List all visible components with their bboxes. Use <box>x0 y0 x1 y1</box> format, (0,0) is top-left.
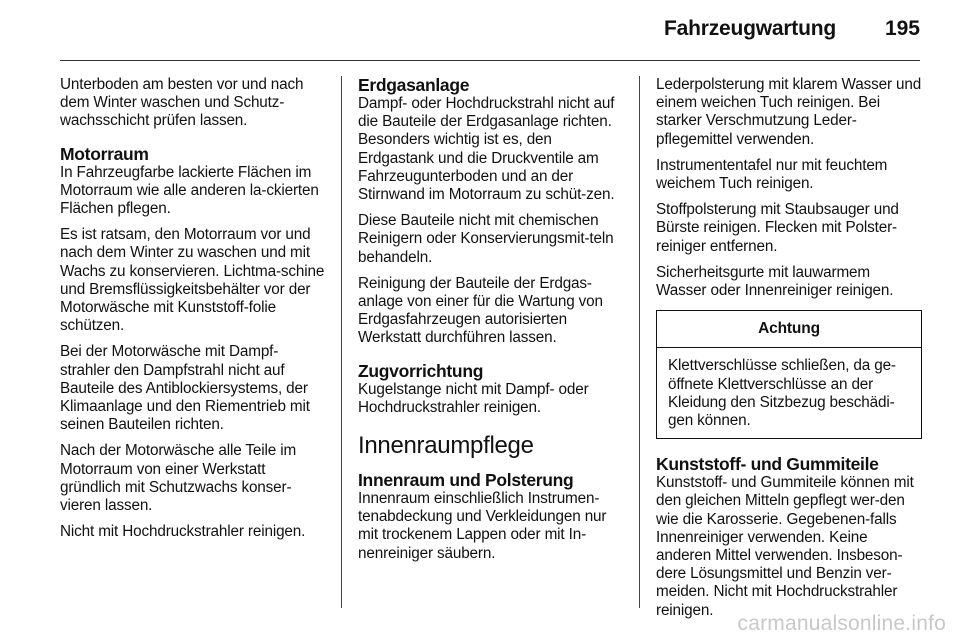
heading-motorraum: Motorraum <box>60 143 149 164</box>
notice-title: Achtung <box>657 311 921 348</box>
paragraph-motorraum-1: In Fahrzeugfarbe lackierte Flächen im Motorraum wie alle anderen la-ckierten Flächen pflegen. <box>60 163 319 218</box>
page-number: 195 <box>884 17 920 40</box>
column-1 <box>60 76 326 549</box>
heading-erdgasanlage: Erdgasanlage <box>358 75 470 95</box>
column-3 <box>656 76 922 628</box>
heading-innenraum-polsterung: Innenraum und Polsterung <box>358 470 574 491</box>
paragraph-sicherheitsgurte: Sicherheitsgurte mit lauwarmem Wasser oder Innenreiniger reinigen. <box>656 263 894 300</box>
paragraph-polsterung: Innenraum einschließlich Instrumen-tenabdeckung und Verkleidungen nur mit trockenem Lappen oder mit In-nenreiniger säubern. <box>358 490 607 562</box>
paragraph-instrumententafel: Instrumententafel nur mit feuchtem weichem Tuch reinigen. <box>656 156 888 193</box>
paragraph-motorraum-3: Bei der Motorwäsche mit Dampf-strahler den Dampfstrahl nicht auf Bauteile des Antiblockiersystems, der Klimaanlage und den Riementrieb mit seinen Bauteilen richten. <box>60 343 310 434</box>
heading-kunststoff-gummiteile: Kunststoff- und Gummiteile <box>656 454 879 475</box>
paragraph-motorraum-4: Nach der Motorwäsche alle Teile im Motorraum von einer Werkstatt gründlich mit Schutzwachs konser-vieren lassen. <box>60 442 297 515</box>
column-divider-2 <box>639 76 640 608</box>
paragraph-motorraum-5: Nicht mit Hochdruckstrahler reinigen. <box>60 523 306 541</box>
paragraph-motorraum-2: Es ist ratsam, den Motorraum vor und nach dem Winter zu waschen und mit Wachs zu konservieren. Lichtma-schine und Bremsflüssigkeitsbehälter vor der Motorwäsche mit Kunststoff-folie schützen. <box>60 226 325 335</box>
column-2 <box>358 76 624 571</box>
column-divider-1 <box>341 76 342 608</box>
paragraph-erdgas-2: Diese Bauteile nicht mit chemischen Reinigern oder Konservierungsmit-teln behandeln. <box>358 212 614 266</box>
paragraph-intro: Unterboden am besten vor und nach dem Winter waschen und Schutz-wachsschicht prüfen lassen. <box>60 76 304 130</box>
header-title: Fahrzeugwartung <box>663 17 836 40</box>
heading-zugvorrichtung: Zugvorrichtung <box>358 360 484 381</box>
heading-innenraumpflege: Innenraumpflege <box>358 432 534 460</box>
paragraph-kunststoff: Kunststoff- und Gummiteile können mit den gleichen Mitteln gepflegt wer-den wie die Karosserie. Gegebenen-falls Innenreiniger verwenden. Keine anderen Mittel verwenden. Insbeson-dere Lösungsmittel und Benzin ver-meiden. Nicht mit Hochdruckstrahler reinigen. <box>656 474 914 619</box>
notice-box <box>656 310 922 439</box>
paragraph-stoffpolsterung: Stoffpolsterung mit Staubsauger und Bürste reinigen. Flecken mit Polster-reiniger entfernen. <box>656 201 899 255</box>
notice-text: Klettverschlüsse schließen, da ge-öffnete Klettverschlüsse an der Kleidung den Sitzbezug beschädi-gen können. <box>668 357 896 430</box>
header-rule <box>60 60 920 61</box>
paragraph-erdgas-3: Reinigung der Bauteile der Erdgas-anlage von einer für die Wartung von Erdgasfahrzeugen autorisierten Werkstatt durchführen lassen. <box>358 274 603 347</box>
page-header <box>60 0 920 60</box>
paragraph-erdgas-1: Dampf- oder Hochdruckstrahl nicht auf die Bauteile der Erdgasanlage richten. Besonders wichtig ist es, den Erdgastank und die Druckventile am Fahrzeugunterboden und an der Stirnwand im Motorraum zu schüt-zen. <box>358 95 615 204</box>
paragraph-leder: Lederpolsterung mit klarem Wasser und einem weichen Tuch reinigen. Bei starker Verschmutzung Leder-pflegemittel verwenden. <box>656 76 922 148</box>
paragraph-zugvorrichtung: Kugelstange nicht mit Dampf- oder Hochdruckstrahler reinigen. <box>358 380 589 416</box>
watermark: carmanualsonline.info <box>737 612 946 635</box>
